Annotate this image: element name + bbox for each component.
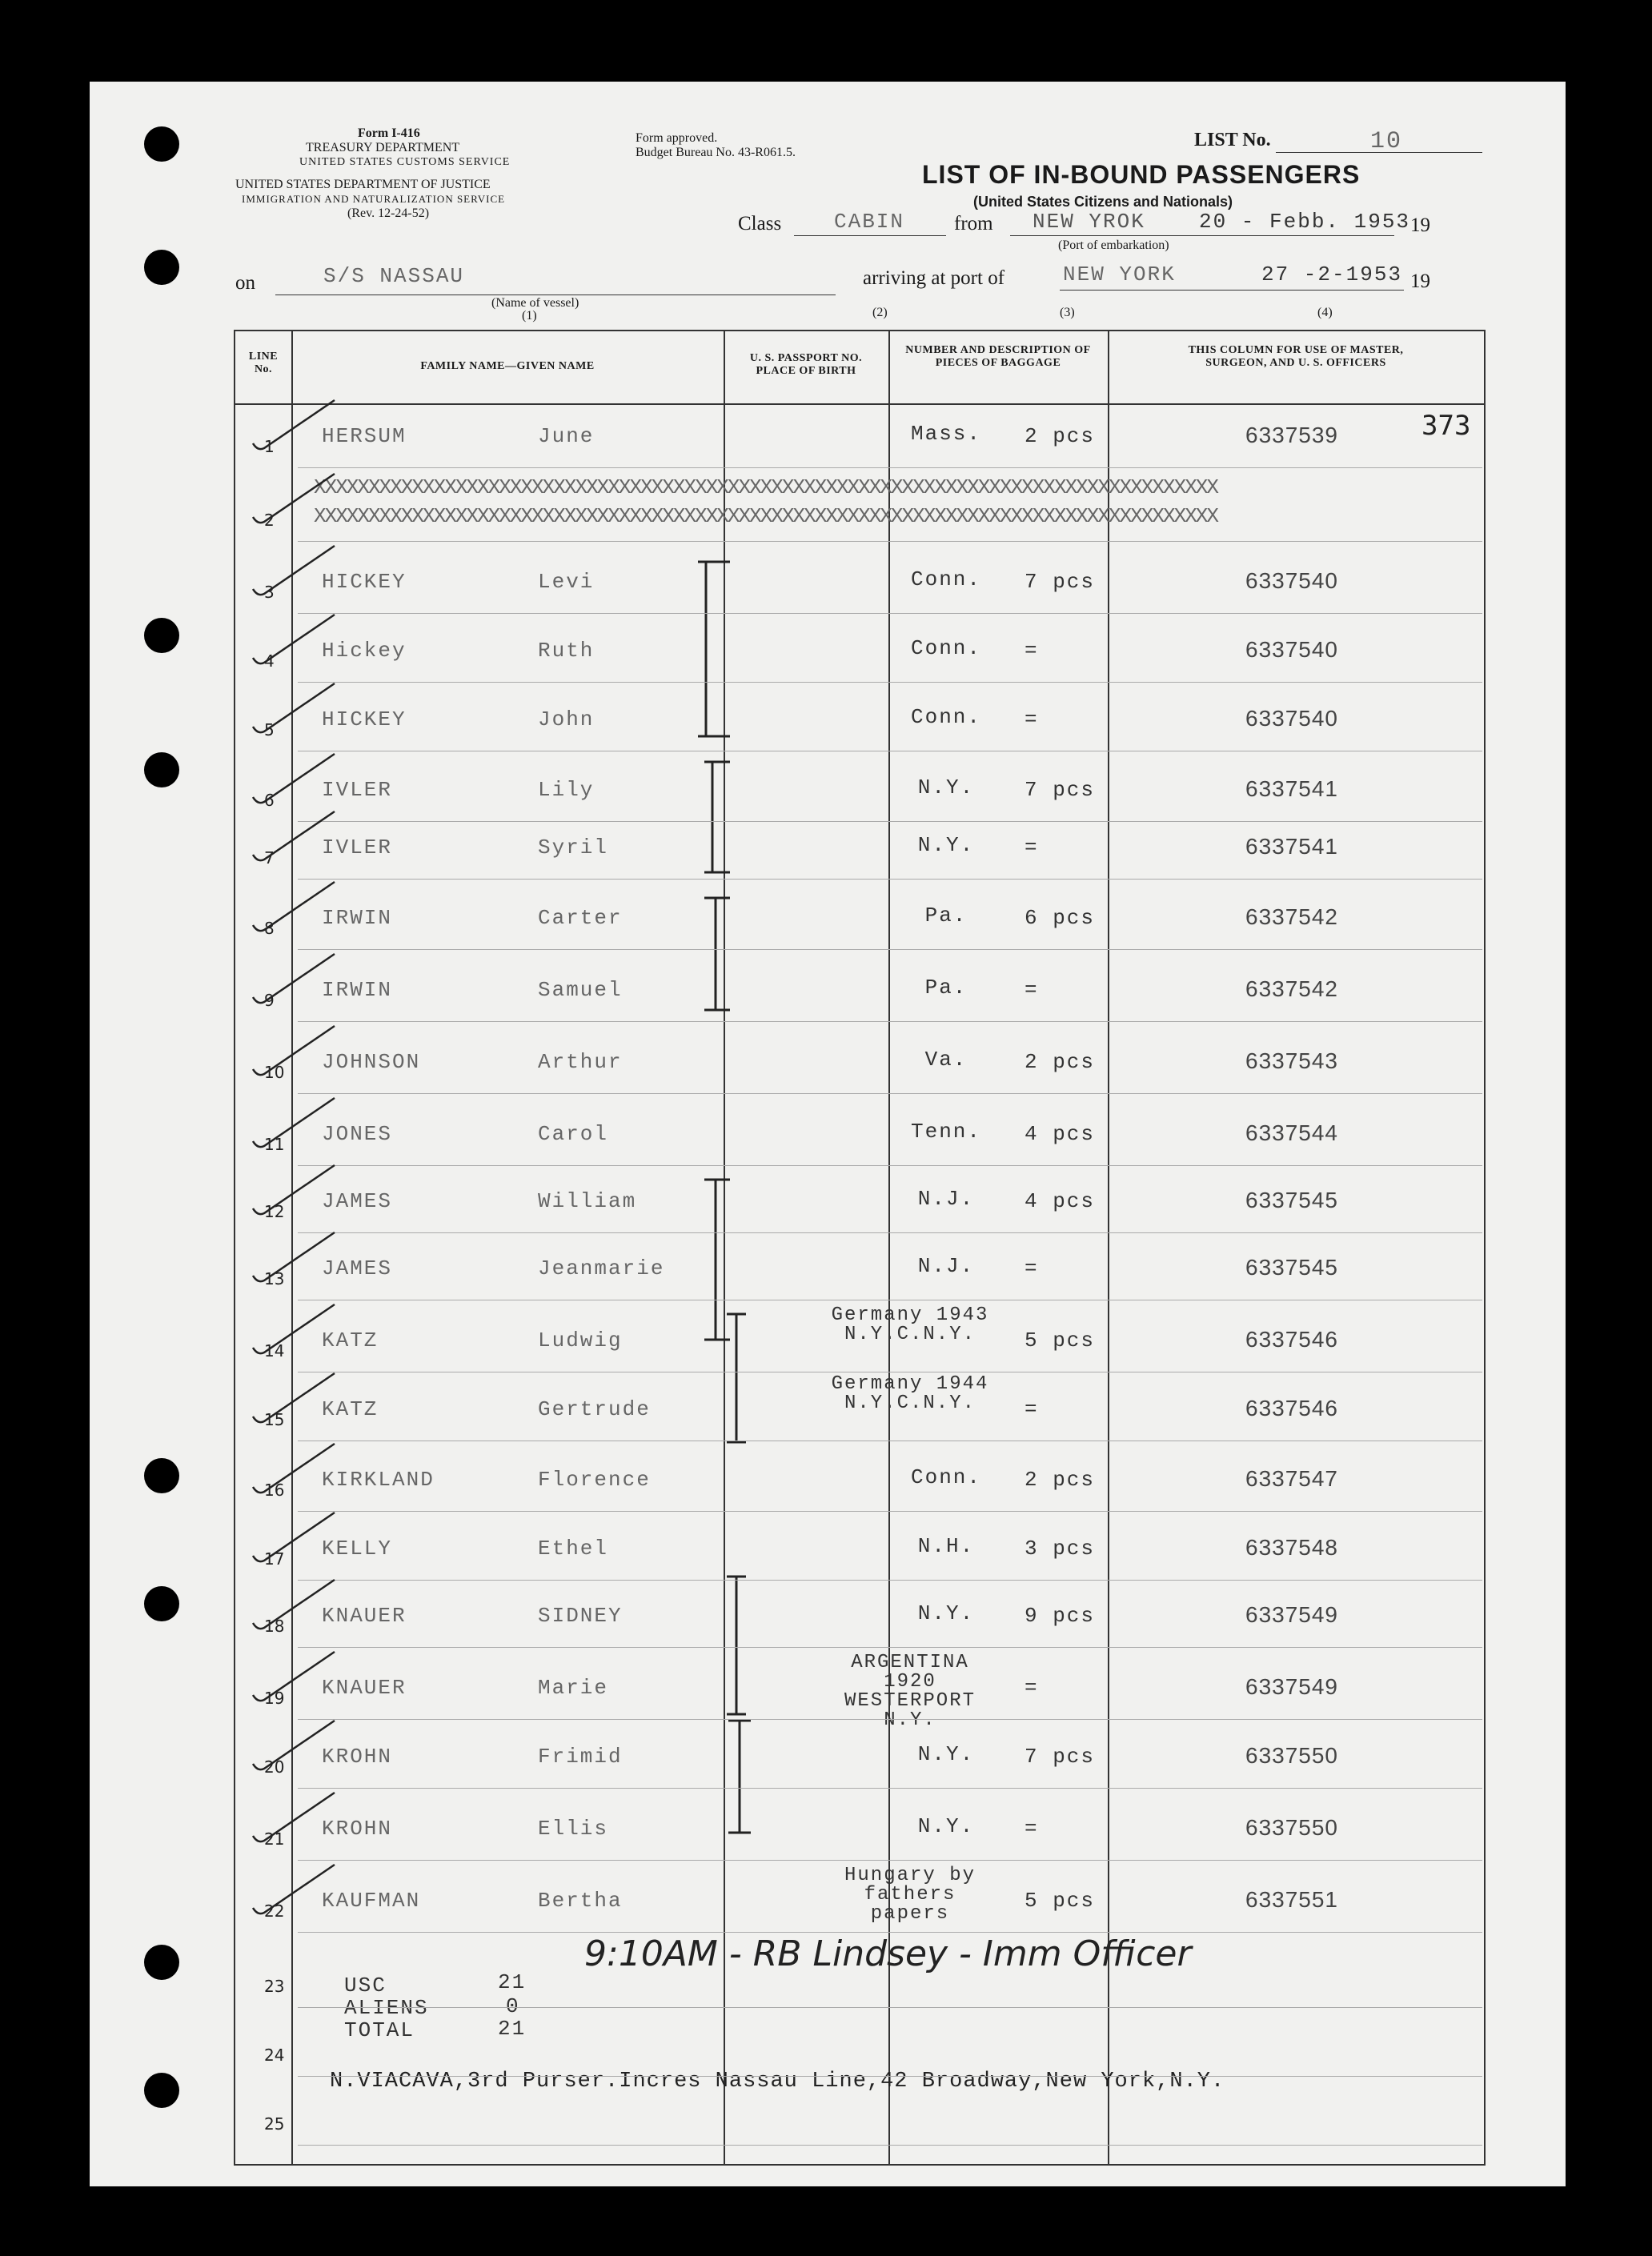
- from-label: from: [954, 213, 993, 234]
- check-mark-icon: [247, 1093, 343, 1157]
- line-number: 14: [264, 1341, 285, 1360]
- baggage-count: 4 pcs: [1024, 1122, 1096, 1146]
- officer-id-number: 6337544: [1245, 1120, 1339, 1145]
- row-rule: [298, 2076, 1482, 2077]
- doj-label: UNITED STATES DEPARTMENT OF JUSTICE: [235, 178, 491, 191]
- line-number: 13: [264, 1269, 285, 1288]
- baggage-count: 4 pcs: [1024, 1189, 1096, 1213]
- passenger-family-name: JAMES: [322, 1256, 393, 1280]
- place-of-birth: N.H.: [917, 1534, 975, 1558]
- check-mark-icon: [247, 1160, 343, 1224]
- officer-id-number: 6337545: [1245, 1188, 1339, 1212]
- check-mark-icon: [247, 541, 343, 605]
- col-header-passport: U. S. PASSPORT NO. PLACE OF BIRTH: [749, 352, 863, 377]
- line-number: 4: [264, 651, 275, 671]
- place-of-birth: Tenn.: [910, 1120, 981, 1144]
- officer-id-number: 6337540: [1245, 637, 1339, 662]
- place-of-birth: Conn.: [910, 567, 981, 591]
- row-rule: [298, 821, 1482, 822]
- check-mark-icon: [247, 679, 343, 743]
- passenger-family-name: KATZ: [322, 1397, 379, 1421]
- col-header-name: FAMILY NAME—GIVEN NAME: [420, 360, 595, 372]
- col-header-officers: THIS COLUMN FOR USE OF MASTER, SURGEON, AND U. S. OFFICERS: [1188, 344, 1404, 369]
- row-rule: [298, 1860, 1482, 1861]
- passenger-family-name: KATZ: [322, 1328, 379, 1352]
- check-mark-icon: [247, 395, 343, 459]
- row-rule: [298, 613, 1482, 614]
- usc-label: USC: [344, 1973, 387, 1998]
- treasury-dept: TREASURY DEPARTMENT: [306, 141, 460, 154]
- passenger-family-name: HICKEY: [322, 570, 407, 594]
- budget-bureau: Budget Bureau No. 43-R061.5.: [636, 146, 796, 159]
- line-number: 8: [264, 919, 275, 938]
- officer-id-number: 6337546: [1245, 1396, 1339, 1421]
- place-of-birth: N.J.: [917, 1187, 975, 1211]
- line-number: 18: [264, 1617, 285, 1636]
- passenger-family-name: IVLER: [322, 835, 393, 860]
- passenger-family-name: IRWIN: [322, 978, 393, 1002]
- place-of-birth: N.Y.: [917, 775, 975, 799]
- passenger-given-name: Syril: [538, 835, 609, 860]
- row-rule: [298, 682, 1482, 683]
- passenger-family-name: KELLY: [322, 1537, 393, 1561]
- baggage-count: 6 pcs: [1024, 906, 1096, 930]
- officer-id-number: 6337539: [1245, 423, 1339, 447]
- place-of-birth: ARGENTINA 1920 WESTERPORT N.Y.: [844, 1652, 976, 1731]
- line-number: 5: [264, 720, 275, 739]
- row-rule: [298, 2145, 1482, 2146]
- line-number: 23: [264, 1977, 285, 1996]
- arrival-date: 27 -2-1953: [1261, 262, 1403, 287]
- officer-id-number: 6337550: [1245, 1743, 1339, 1768]
- col-num-3: (3): [1060, 306, 1075, 319]
- passenger-given-name: Ellis: [538, 1817, 609, 1841]
- baggage-count: =: [1024, 639, 1039, 663]
- baggage-count: 2 pcs: [1024, 1050, 1096, 1074]
- row-rule: [298, 1165, 1482, 1166]
- place-of-birth: Va.: [924, 1048, 968, 1072]
- vessel-note: (Name of vessel): [491, 296, 579, 310]
- page-stamp-number: 373: [1421, 410, 1471, 442]
- passenger-family-name: IVLER: [322, 778, 393, 802]
- baggage-count: 9 pcs: [1024, 1604, 1096, 1628]
- passenger-given-name: Bertha: [538, 1889, 623, 1913]
- place-of-birth: Mass.: [910, 422, 981, 446]
- baggage-count: =: [1024, 1817, 1039, 1841]
- baggage-count: 2 pcs: [1024, 1468, 1096, 1492]
- revision-date: (Rev. 12-24-52): [347, 206, 430, 220]
- row-rule: [298, 1580, 1482, 1581]
- col-num-2: (2): [872, 306, 888, 319]
- passenger-family-name: KAUFMAN: [322, 1889, 421, 1913]
- line-number: 2: [264, 511, 275, 530]
- baggage-count: =: [1024, 1676, 1039, 1700]
- passenger-given-name: William: [538, 1189, 637, 1213]
- passenger-family-name: KNAUER: [322, 1676, 407, 1700]
- check-mark-icon: [247, 877, 343, 941]
- line-number: 20: [264, 1757, 285, 1777]
- ins-label: IMMIGRATION AND NATURALIZATION SERVICE: [242, 193, 506, 205]
- row-rule: [298, 1932, 1482, 1933]
- check-mark-icon: [247, 469, 343, 533]
- place-of-birth: N.Y.: [917, 1742, 975, 1766]
- line-number: 7: [264, 848, 275, 868]
- purser-signature-line: N.VIACAVA,3rd Purser.Incres Nassau Line,42 Broadway,New York,N.Y.: [330, 2070, 1225, 2094]
- row-rule: [298, 1232, 1482, 1233]
- passenger-given-name: Arthur: [538, 1050, 623, 1074]
- place-of-birth: N.J.: [917, 1254, 975, 1278]
- vessel-col-num: (1): [522, 309, 537, 323]
- row-rule: [298, 949, 1482, 950]
- passenger-given-name: Marie: [538, 1676, 609, 1700]
- baggage-count: 5 pcs: [1024, 1889, 1096, 1913]
- line-number: 15: [264, 1410, 285, 1429]
- arriving-label: arriving at port of: [863, 267, 1005, 289]
- passenger-family-name: IRWIN: [322, 906, 393, 930]
- passenger-family-name: HERSUM: [322, 424, 407, 448]
- passenger-family-name: HICKEY: [322, 707, 407, 731]
- line-number: 25: [264, 2114, 285, 2134]
- passenger-given-name: Lily: [538, 778, 595, 802]
- baggage-count: =: [1024, 835, 1039, 860]
- place-of-birth: Conn.: [910, 636, 981, 660]
- officer-id-number: 6337545: [1245, 1255, 1339, 1280]
- manifest-page: [90, 82, 1566, 2186]
- officer-id-number: 6337548: [1245, 1535, 1339, 1560]
- baggage-count: 7 pcs: [1024, 570, 1096, 594]
- passenger-given-name: Frimid: [538, 1745, 623, 1769]
- check-mark-icon: [247, 610, 343, 674]
- check-mark-icon: [247, 1647, 343, 1711]
- officer-id-number: 6337541: [1245, 834, 1339, 859]
- line-number: 9: [264, 991, 275, 1010]
- customs-service: UNITED STATES CUSTOMS SERVICE: [299, 156, 511, 168]
- check-mark-icon: [247, 749, 343, 813]
- baggage-count: =: [1024, 978, 1039, 1002]
- line-number: 21: [264, 1829, 285, 1849]
- place-of-birth: N.Y.: [917, 1601, 975, 1625]
- list-no-label: LIST No.: [1194, 130, 1271, 150]
- line-number: 11: [264, 1135, 285, 1154]
- baggage-count: 2 pcs: [1024, 424, 1096, 448]
- from-date: 20 - Febb. 1953: [1199, 210, 1411, 234]
- check-mark-icon: [247, 1716, 343, 1780]
- passenger-given-name: Carol: [538, 1122, 609, 1146]
- place-of-birth: N.Y.: [917, 833, 975, 857]
- place-of-birth: Pa.: [924, 976, 968, 1000]
- arrival-port: NEW YORK: [1063, 262, 1176, 287]
- usc-count: 21: [498, 1970, 527, 1994]
- check-mark-icon: [247, 807, 343, 871]
- passenger-given-name: Ruth: [538, 639, 595, 663]
- total-label: TOTAL: [344, 2018, 415, 2042]
- officer-id-number: 6337551: [1245, 1887, 1339, 1912]
- col-header-baggage: NUMBER AND DESCRIPTION OF PIECES OF BAGGAGE: [905, 344, 1091, 369]
- officer-id-number: 6337540: [1245, 568, 1339, 593]
- form-approved: Form approved.: [636, 131, 718, 145]
- passenger-given-name: June: [538, 424, 595, 448]
- line-number: 16: [264, 1481, 285, 1500]
- officer-id-number: 6337541: [1245, 776, 1339, 801]
- passenger-given-name: Ethel: [538, 1537, 609, 1561]
- row-rule: [298, 1719, 1482, 1720]
- baggage-count: 5 pcs: [1024, 1328, 1096, 1352]
- row-rule: [298, 467, 1482, 468]
- officer-id-number: 6337550: [1245, 1815, 1339, 1840]
- passenger-family-name: KROHN: [322, 1745, 393, 1769]
- passenger-family-name: JONES: [322, 1122, 393, 1146]
- passenger-family-name: JAMES: [322, 1189, 393, 1213]
- passenger-given-name: SIDNEY: [538, 1604, 623, 1628]
- line-number: 17: [264, 1549, 285, 1569]
- officer-id-number: 6337543: [1245, 1048, 1339, 1073]
- passenger-given-name: Levi: [538, 570, 595, 594]
- passenger-given-name: Ludwig: [538, 1328, 623, 1352]
- from-port: NEW YROK: [1032, 210, 1145, 234]
- place-of-birth: Germany 1943 N.Y.C.N.Y.: [831, 1304, 989, 1345]
- officer-id-number: 6337540: [1245, 706, 1339, 731]
- place-of-birth: N.Y.: [917, 1814, 975, 1838]
- place-of-birth: Conn.: [910, 1465, 981, 1489]
- officer-id-number: 6337549: [1245, 1602, 1339, 1627]
- baggage-count: 7 pcs: [1024, 778, 1096, 802]
- row-rule: [298, 541, 1482, 542]
- check-mark-icon: [247, 1368, 343, 1433]
- check-mark-icon: [247, 1021, 343, 1085]
- row-rule: [298, 1021, 1482, 1022]
- officer-id-number: 6337542: [1245, 976, 1339, 1001]
- row-rule: [298, 1647, 1482, 1648]
- officer-annotation: 9:10AM - RB Lindsey - Imm Officer: [584, 1933, 1192, 1974]
- line-number: 1: [264, 437, 275, 456]
- check-mark-icon: [247, 949, 343, 1013]
- row-rule: [298, 1511, 1482, 1512]
- row-rule: [298, 879, 1482, 880]
- col-header-line-no: LINE No.: [248, 351, 279, 375]
- check-mark-icon: [247, 1439, 343, 1503]
- line-number: 12: [264, 1202, 285, 1221]
- check-mark-icon: [247, 1300, 343, 1364]
- check-mark-icon: [247, 1788, 343, 1852]
- officer-id-number: 6337547: [1245, 1466, 1339, 1491]
- passenger-family-name: Hickey: [322, 639, 407, 663]
- baggage-count: =: [1024, 1397, 1039, 1421]
- class-label: Class: [738, 213, 782, 234]
- baggage-count: 3 pcs: [1024, 1537, 1096, 1561]
- passenger-given-name: Jeanmarie: [538, 1256, 665, 1280]
- passenger-given-name: Gertrude: [538, 1397, 651, 1421]
- line-number: 22: [264, 1901, 285, 1921]
- total-count: 21: [498, 2017, 527, 2041]
- line-number: 6: [264, 791, 275, 810]
- row-rule: [298, 2007, 1482, 2008]
- check-mark-icon: [247, 1228, 343, 1292]
- officer-id-number: 6337546: [1245, 1327, 1339, 1352]
- passenger-family-name: KNAUER: [322, 1604, 407, 1628]
- form-number: Form I-416: [358, 126, 420, 140]
- line-number: 10: [264, 1063, 285, 1082]
- place-of-birth: Germany 1944 N.Y.C.N.Y.: [831, 1373, 989, 1414]
- baggage-count: =: [1024, 707, 1039, 731]
- baggage-count: =: [1024, 1256, 1039, 1280]
- crossed-out-row: XXXXXXXXXXXXXXXXXXXXXXXXXXXXXXXXXXXXXXXXXXXXXXXXXXXXXXXXXXXXXXXXXXXXXXXXXXXXXXXXXXX: [314, 504, 1218, 528]
- class-value: CABIN: [834, 210, 905, 234]
- passenger-family-name: JOHNSON: [322, 1050, 421, 1074]
- check-mark-icon: [247, 1860, 343, 1924]
- officer-id-number: 6337542: [1245, 904, 1339, 929]
- list-no-value: 10: [1370, 128, 1403, 155]
- passenger-given-name: Florence: [538, 1468, 651, 1492]
- check-mark-icon: [247, 1575, 343, 1639]
- year-suffix-2: 19: [1410, 270, 1430, 292]
- line-number: 19: [264, 1689, 285, 1708]
- port-embark-note: (Port of embarkation): [1058, 238, 1169, 252]
- year-suffix: 19: [1410, 214, 1430, 236]
- vessel-name: S/S NASSAU: [323, 264, 465, 288]
- passenger-given-name: Samuel: [538, 978, 623, 1002]
- passenger-family-name: KIRKLAND: [322, 1468, 435, 1492]
- page-subtitle: (United States Citizens and Nationals): [973, 194, 1233, 210]
- place-of-birth: Pa.: [924, 904, 968, 928]
- passenger-given-name: John: [538, 707, 595, 731]
- passenger-family-name: KROHN: [322, 1817, 393, 1841]
- row-rule: [298, 1788, 1482, 1789]
- page-title: LIST OF IN-BOUND PASSENGERS: [922, 160, 1361, 189]
- check-mark-icon: [247, 1508, 343, 1572]
- crossed-out-row: XXXXXXXXXXXXXXXXXXXXXXXXXXXXXXXXXXXXXXXXXXXXXXXXXXXXXXXXXXXXXXXXXXXXXXXXXXXXXXXXXXX: [314, 475, 1218, 499]
- passenger-given-name: Carter: [538, 906, 623, 930]
- officer-id-number: 6337549: [1245, 1674, 1339, 1699]
- place-of-birth: Conn.: [910, 705, 981, 729]
- aliens-count: 0: [506, 1994, 520, 2018]
- aliens-label: ALIENS: [344, 1996, 429, 2020]
- on-label: on: [235, 272, 255, 294]
- place-of-birth: Hungary by fathers papers: [844, 1865, 976, 1925]
- line-number: 3: [264, 583, 275, 602]
- row-rule: [298, 1093, 1482, 1094]
- line-number: 24: [264, 2046, 285, 2065]
- col-num-4: (4): [1317, 306, 1333, 319]
- baggage-count: 7 pcs: [1024, 1745, 1096, 1769]
